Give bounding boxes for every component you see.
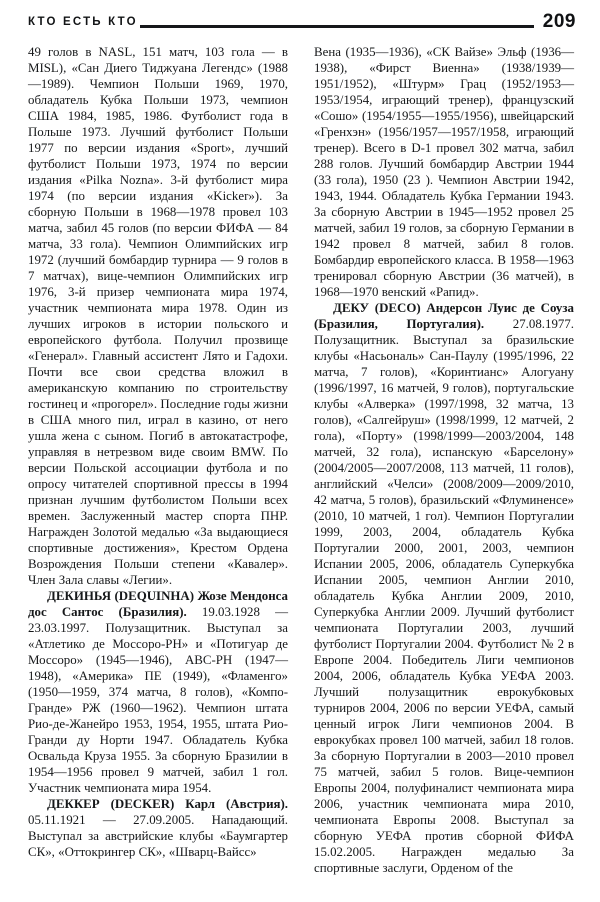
- text-columns: [28, 44, 574, 896]
- dictionary-entry: [28, 796, 288, 860]
- entry-body: 27.08.1977. Полузащитник. Выступал за бразильские клубы «Насьональ» Сан-Паулу (1995/1996, 22 матча, 7 голов), «Коринтианс» Алогуану (1996/1997, 16 матчей, 9 голов), португальские клубы «Алверка» (1997/1998, 32 матча, 13 голов), «Салгейруш» (1998/1999, 12 матчей, 2 гола), «Порту» (1998/1999—2003/2004, 148 матчей, 32 гола), испанскую «Барселону» (2004/2005—2007/2008, 113 матчей, 11 голов), английский «Челси» (2008/2009—2009/2010, 42 матча, 5 голов), бразильский «Флуминенсе» (2010, 10 матчей, 1 гол). Чемпион Португалии 1999, 2003, 2004, обладатель Кубка Португалии 2000, 2001, 2003, чемпион Испании 2005, 2006, обладатель Суперкубка Испании 2005, чемпион Англии 2010, обладатель Кубка Англии 2009, 2010, Суперкубка Англии 2009. Лучший футболист чемпионата Португалии 2003, лучший футболист Португалии 2004. Футболист № 2 в Европе 2004. Победитель Лиги чемпионов 2004, 2006, обладатель Кубка УЕФА 2003. Лучший полузащитник еврокубковых турниров 2004, 2006 по версии УЕФА, самый ценный игрок Лиги чемпионов 2004. В еврокубках провел 100 матчей, забил 18 голов. За сборную Португалии в 2003—2010 провел 75 матчей, забил 5 голов. Вице-чемпион Европы 2004, полуфиналист чемпионата мира 2006, участник чемпионата мира 2010, чемпионата Европы 2008. Выступал за сборную УЕФА против сборной ФИФА 15.02.2005. Награжден медалью За спортивные заслуги, Орденом of the: [314, 317, 574, 875]
- entry-headword: ДЕКУ (DECO) Андерсон Луис де Соуза (Бразилия, Португалия).: [314, 301, 574, 331]
- entry-headword: ДЕККЕР (DECKER) Карл (Австрия).: [47, 797, 288, 811]
- running-head-rule: [140, 25, 534, 28]
- entry-headword: ДЕКИНЬЯ (DEQUINHA) Жозе Мендонса дос Сантос (Бразилия).: [28, 589, 288, 619]
- entry-body: 19.03.1928 — 23.03.1997. Полузащитник. Выступал за «Атлетико де Моссоро-РН» и «Потигуар де Моссоро» (1945—1946), АВС-РН (1947—1948), «Америка» ПЕ (1949), «Фламенго» (1950—1959, 374 матча, 8 голов), «Компо-Гранде» РЖ (1960—1962). Чемпион штата Рио-де-Жанейро 1953, 1954, 1955, штата Рио-Гранди ду Норти 1947. Обладатель Кубка Освальда Круза 1955. За сборную Бразилии в 1954—1956 провел 9 матчей, забил 1 гол. Участник чемпионата мира 1954.: [28, 605, 289, 795]
- left-column: [28, 44, 288, 896]
- right-column: [314, 44, 574, 896]
- paragraph-continued: Вена (1935—1936), «СК Вайзе» Эльф (1936—1938), «Фирст Виенна» (1938/1939—1951/1952), «Штурм» Грац (1952/1953—1953/1954, играющий тренер), французский «Сошо» (1954/1955—1955/1956), швейцарский «Гренхэн» (1956/1957—1957/1958, играющий тренер). Всего в D-1 провел 302 матча, забил 288 голов. Лучший бомбардир Австрии 1944 (33 гола), 1950 (23 ). Чемпион Австрии 1942, 1943, 1944. Обладатель Кубка Германии 1943. За сборную Австрии в 1945—1952 провел 25 матчей, забил 19 голов, за сборную Германии в 1942 провел 8 матчей, забил 8 голов. Бомбардир европейского класса. В 1958—1963 тренировал сборную Австрии (36 матчей), в 1968—1970 венский «Рапид».: [314, 45, 574, 299]
- running-head-title: КТО ЕСТЬ КТО: [28, 16, 138, 28]
- entry-body: 05.11.1921 — 27.09.2005. Нападающий. Выступал за австрийские клубы «Баумгартер СК», «Оттокрингер СК», «Шварц-Вайсс»: [28, 813, 288, 859]
- running-head: [28, 10, 576, 36]
- dictionary-entry: [314, 300, 574, 876]
- paragraph-continued: 49 голов в NASL, 151 матч, 103 гола — в MISL), «Сан Диего Тиджуана Легендс» (1988—1989). Чемпион Польши 1969, 1970, обладатель Кубка Польши 1973, чемпион США 1984, 1985, 1986. Футболист года в Польше 1973. Лучший футболист Польши 1977 по версии издания «Sport», лучший футболист Польши 1973, 1974 по версии издания «Pilka Nozna». 3-й футболист мира 1974 (по версии издания «Kicker»). За сборную Польши в 1968—1978 провел 103 матча, забил 45 голов (по версии ФИФА — 84 матча, 33 гола). Чемпион Олимпийских игр 1972 (лучший бомбардир турнира — 9 голов в 7 матчах), вице-чемпион Олимпийских игр 1976, 3-й призер чемпионата мира 1974, участник чемпионата мира 1978. Один из лучших игроков в истории польского и европейского футбола. Получил прозвище «Генерал». Главный ассистент Лято и Гадохи. Почти все свои средства вложил в американскую компанию по строительству гостинец и «прогорел». Последние годы жизни в США много пил, играл в казино, от него ушла жена с сыном. Погиб в автокатастрофе, управляя в нетрезвом виде своим BMW. По версии Польской ассоциации футбола и по опросу читателей спортивной прессы в 1994 признан лучшим футболистом Польши всех времен. Заслуженный мастер спорта ПНР. Награжден Золотой медалью «За выдающиеся спортивные достижения», Крестом Ордена Возрождения Польши степени «Кавалер». Член Зала славы «Легии».: [28, 45, 288, 587]
- page-number: 209: [542, 11, 576, 32]
- dictionary-entry: [28, 588, 288, 796]
